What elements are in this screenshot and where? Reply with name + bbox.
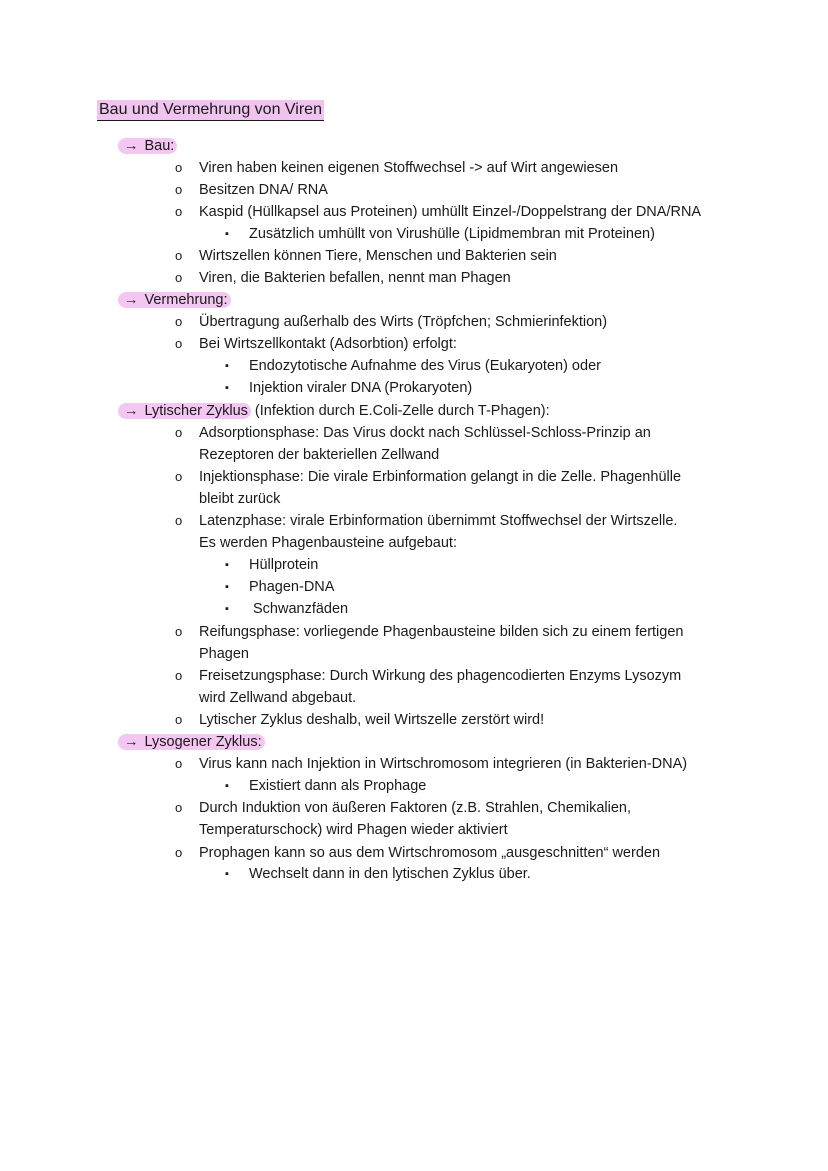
- square-bullet-icon: ▪: [225, 603, 229, 615]
- circle-bullet-icon: o: [175, 425, 183, 440]
- square-bullet-icon: ▪: [225, 780, 229, 792]
- circle-bullet-icon: o: [175, 845, 183, 860]
- square-bullet-icon: ▪: [225, 559, 229, 571]
- circle-bullet-icon: o: [175, 712, 183, 727]
- circle-bullet-icon: o: [175, 270, 183, 285]
- square-bullet-icon: ▪: [225, 868, 229, 880]
- circle-bullet-icon: o: [175, 248, 183, 263]
- circle-bullet-icon: o: [175, 513, 183, 528]
- arrow-icon: →: [124, 292, 139, 308]
- square-bullet-icon: ▪: [225, 382, 229, 394]
- square-bullet-icon: ▪: [225, 228, 229, 240]
- circle-bullet-icon: o: [175, 336, 183, 351]
- circle-bullet-icon: o: [175, 204, 183, 219]
- circle-bullet-icon: o: [175, 182, 183, 197]
- circle-bullet-icon: o: [175, 160, 183, 175]
- square-bullet-icon: ▪: [225, 360, 229, 372]
- arrow-icon: →: [124, 403, 139, 419]
- section-heading-lysogener-zyklus: → Lysogener Zyklus:: [118, 731, 265, 753]
- square-bullet-icon: ▪: [225, 581, 229, 593]
- circle-bullet-icon: o: [175, 469, 183, 484]
- page-title: Bau und Vermehrung von Viren: [97, 100, 324, 121]
- document-page: Bau und Vermehrung von Viren → Bau: o Viren haben keinen eigenen Stoffwechsel -> auf Wirt angewiesen o Besitzen DNA/ RNA o Kaspid (Hüllkapsel aus Proteinen) umhüllt Einzel-/Doppelstrang der DNA/RNA ▪ Zusätzlich umhüllt von Virushülle (Lipidmembran mit Proteinen) o Wirtszellen können Tiere, Menschen und Bakterien sein o Viren, die Bakterien befallen, nennt man Phagen → Vermehrung: o Übertragung außerhalb des Wirts (Tröpfchen; Schmierinfektion) o Bei Wirtszellkontakt (Adsorbtion) erfolgt: ▪ Endozytotische Aufnahme des Virus (Eukaryoten) oder ▪ Injektion viraler DNA (Prokaryoten) → Lytischer Zyklus (Infektion durch E.Coli-Zelle durch T-Phagen): o Adsorptionsphase: Das Virus dockt nach Schlüssel-Schloss-Prinzip an Rezeptoren der bakteriellen Zellwand o Injektionsphase: Die virale Erbinformation gelangt in die Zelle. Phagenhülle bleibt zurück o Latenzphase: virale Erbinformation übernimmt Stoffwechsel der Wirtszelle. Es werden Phagenbausteine aufgebaut: ▪ Hüllprotein ▪ Phagen-DNA ▪ Schwanzfäden o Reifungsphase: vorliegende Phagenbausteine bilden sich zu einem fertigen Phagen o Freisetzungsphase: Durch Wirkung des phagencodierten Enzyms Lysozym wird Zellwand abgebaut. o Lytischer Zyklus deshalb, weil Wirtszelle zerstört wird! → Lysogener Zyklus: o Virus kann nach Injektion in Wirtschromosom integrieren (in Bakterien-DNA) ▪ Existiert dann als Prophage o Durch Induktion von äußeren Faktoren (z.B. Strahlen, Chemikalien, Temperaturschock) wird Phagen wieder aktiviert o Prophagen kann so aus dem Wirtschromosom „ausgeschnitten“ werden ▪ Wechselt dann in den lytischen Zyklus über.: [0, 0, 828, 1171]
- circle-bullet-icon: o: [175, 668, 183, 683]
- circle-bullet-icon: o: [175, 800, 183, 815]
- circle-bullet-icon: o: [175, 314, 183, 329]
- arrow-icon: →: [124, 734, 139, 750]
- section-heading-vermehrung: → Vermehrung:: [118, 289, 231, 311]
- arrow-icon: →: [124, 138, 139, 154]
- section-heading-bau: → Bau:: [118, 135, 177, 157]
- circle-bullet-icon: o: [175, 624, 183, 639]
- section-heading-lytischer-zyklus: → Lytischer Zyklus (Infektion durch E.Coli-Zelle durch T-Phagen):: [118, 400, 550, 422]
- circle-bullet-icon: o: [175, 756, 183, 771]
